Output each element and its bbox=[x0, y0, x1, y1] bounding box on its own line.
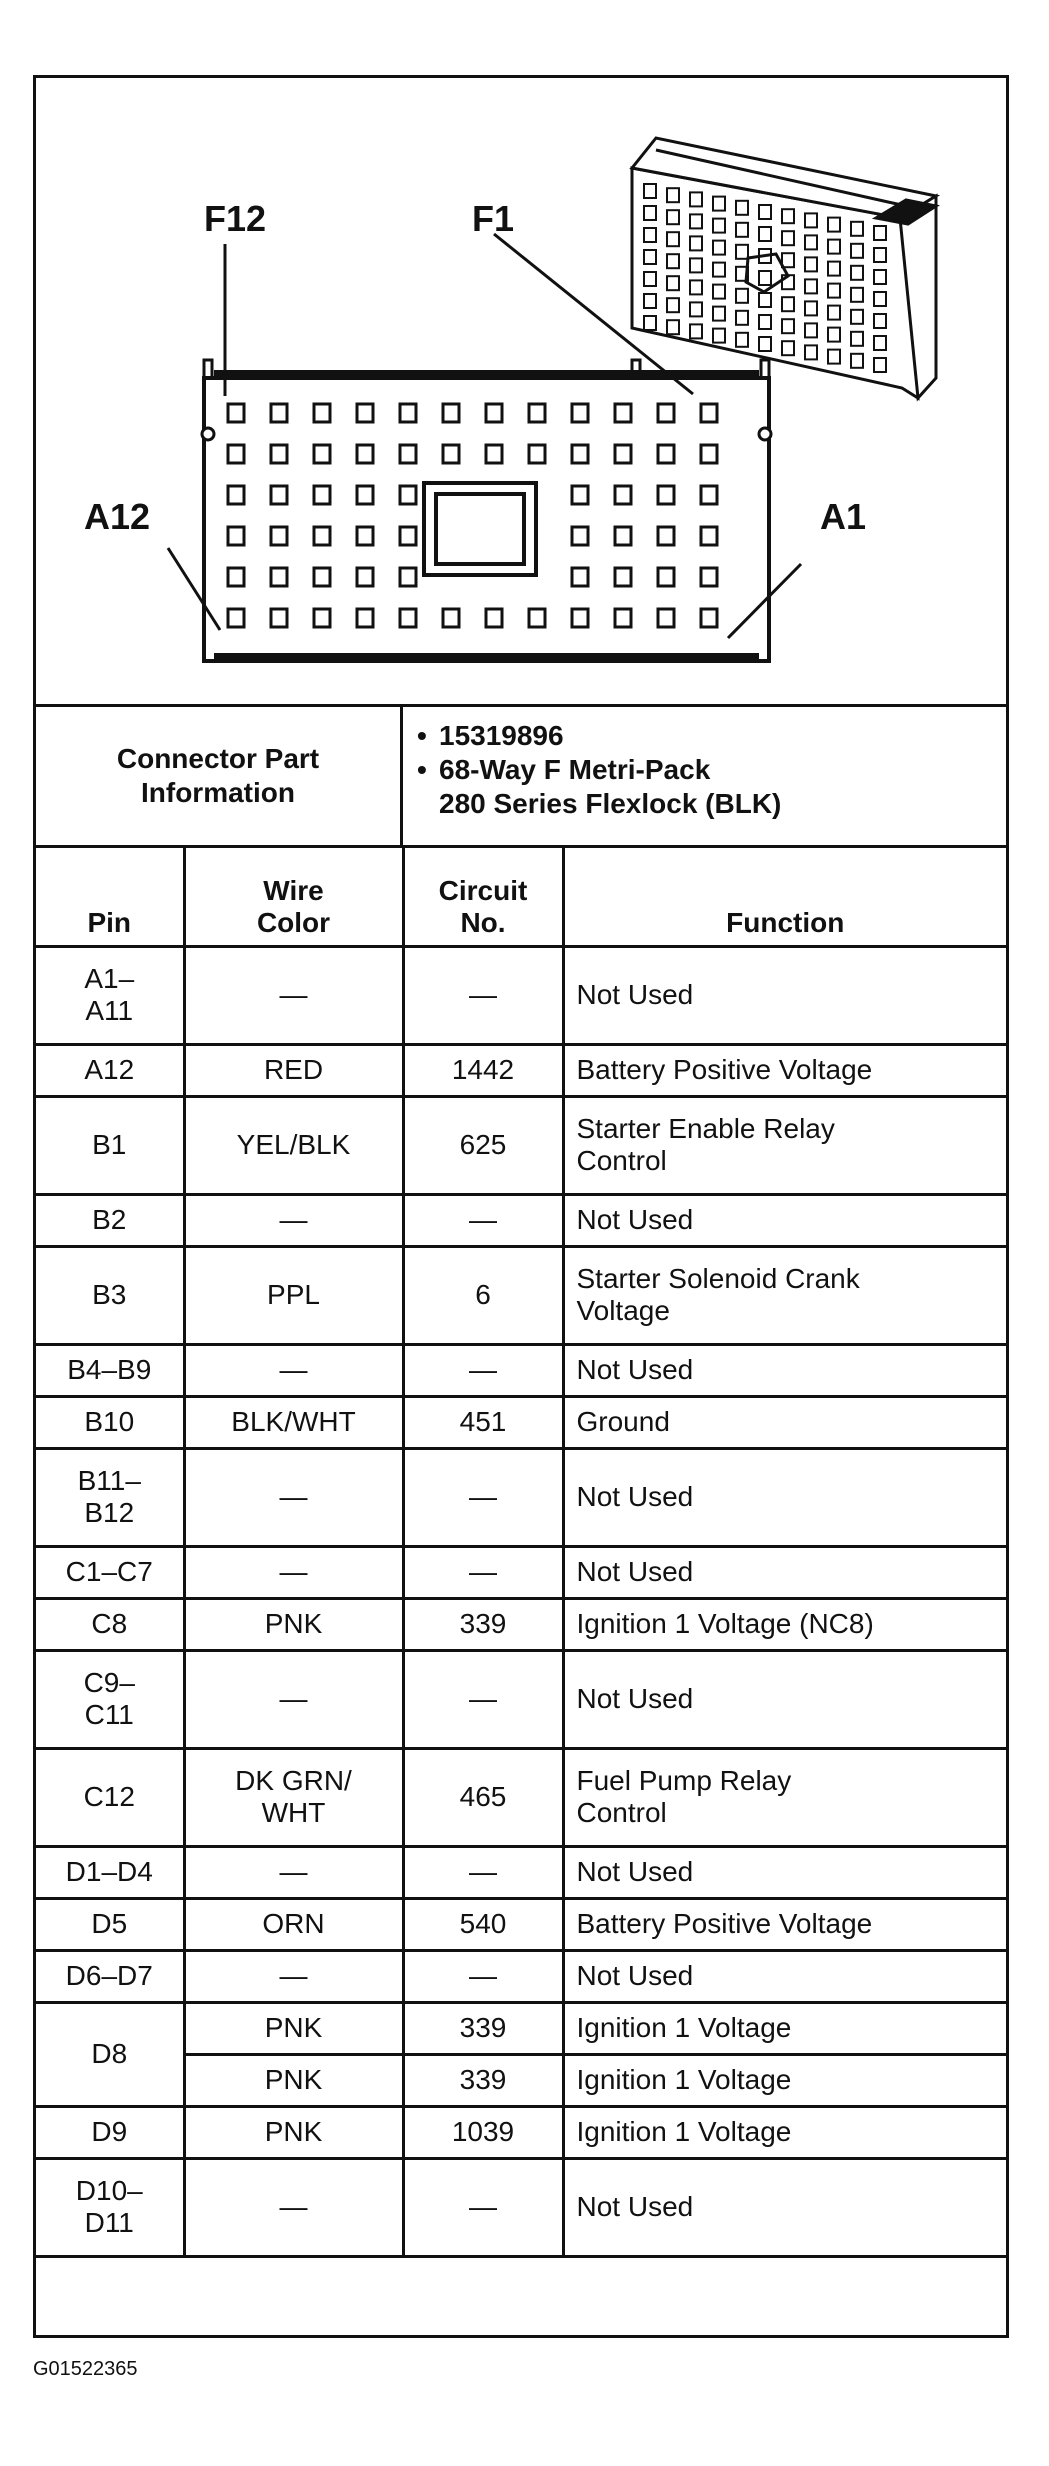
function-cell: Battery Positive Voltage bbox=[563, 1044, 1006, 1096]
circuit-cell: 625 bbox=[403, 1096, 563, 1194]
header-pin: Pin bbox=[36, 848, 184, 946]
function-cell: Ignition 1 Voltage bbox=[563, 2106, 1006, 2158]
function-cell: Not Used bbox=[563, 1846, 1006, 1898]
table-row bbox=[36, 1044, 1006, 1096]
table-row bbox=[36, 946, 1006, 1044]
wire-color-cell: DK GRN/ WHT bbox=[184, 1748, 403, 1846]
header-wire-color: Wire Color bbox=[184, 848, 403, 946]
circuit-cell: — bbox=[403, 1950, 563, 2002]
header-circuit-no: Circuit No. bbox=[403, 848, 563, 946]
table-row bbox=[36, 1246, 1006, 1344]
function-cell: Ignition 1 Voltage (NC8) bbox=[563, 1598, 1006, 1650]
pin-cell: B1 bbox=[36, 1096, 184, 1194]
circuit-cell: 339 bbox=[403, 1598, 563, 1650]
table-row bbox=[36, 2158, 1006, 2256]
circuit-cell: — bbox=[403, 2158, 563, 2256]
circuit-cell: — bbox=[403, 1650, 563, 1748]
function-cell: Not Used bbox=[563, 1448, 1006, 1546]
circuit-cell: 6 bbox=[403, 1246, 563, 1344]
pin-cell: B10 bbox=[36, 1396, 184, 1448]
circuit-cell: 465 bbox=[403, 1748, 563, 1846]
bullet-icon: • bbox=[417, 754, 427, 785]
part-number-item bbox=[417, 719, 1006, 753]
circuit-cell: — bbox=[403, 1448, 563, 1546]
function-cell: Not Used bbox=[563, 1950, 1006, 2002]
pin-cell: B3 bbox=[36, 1246, 184, 1344]
wire-color-cell: — bbox=[184, 1546, 403, 1598]
table-row bbox=[36, 1898, 1006, 1950]
circuit-cell: 339 bbox=[403, 2002, 563, 2054]
connector-document bbox=[33, 75, 1009, 2338]
circuit-cell: 339 bbox=[403, 2054, 563, 2106]
pin-cell: B2 bbox=[36, 1194, 184, 1246]
wire-color-cell: PNK bbox=[184, 2054, 403, 2106]
function-cell: Starter Solenoid Crank Voltage bbox=[563, 1246, 1006, 1344]
connector-part-details bbox=[403, 707, 1006, 845]
pin-cell: D9 bbox=[36, 2106, 184, 2158]
wire-color-cell: — bbox=[184, 1194, 403, 1246]
function-cell: Ignition 1 Voltage bbox=[563, 2054, 1006, 2106]
part-number: 15319896 bbox=[439, 720, 564, 751]
wire-color-cell: — bbox=[184, 1650, 403, 1748]
pin-cell: C8 bbox=[36, 1598, 184, 1650]
pin-cell: A12 bbox=[36, 1044, 184, 1096]
wire-color-cell: BLK/WHT bbox=[184, 1396, 403, 1448]
function-cell: Not Used bbox=[563, 1546, 1006, 1598]
pin-cell: A1– A11 bbox=[36, 946, 184, 1044]
function-cell: Not Used bbox=[563, 1344, 1006, 1396]
wire-color-cell: — bbox=[184, 946, 403, 1044]
function-cell: Fuel Pump Relay Control bbox=[563, 1748, 1006, 1846]
pin-cell: D8 bbox=[36, 2002, 184, 2106]
circuit-cell: — bbox=[403, 1344, 563, 1396]
connector-drawing bbox=[36, 78, 1006, 704]
function-cell: Ground bbox=[563, 1396, 1006, 1448]
wire-color-cell: RED bbox=[184, 1044, 403, 1096]
circuit-cell: 540 bbox=[403, 1898, 563, 1950]
function-cell: Battery Positive Voltage bbox=[563, 1898, 1006, 1950]
header-function: Function bbox=[563, 848, 1006, 946]
table-row bbox=[36, 1846, 1006, 1898]
wire-color-cell: ORN bbox=[184, 1898, 403, 1950]
wire-color-cell: — bbox=[184, 1448, 403, 1546]
pin-label-a12: A12 bbox=[84, 496, 151, 537]
pin-cell: D6–D7 bbox=[36, 1950, 184, 2002]
table-row bbox=[36, 1950, 1006, 2002]
wire-color-cell: — bbox=[184, 1344, 403, 1396]
function-cell: Starter Enable Relay Control bbox=[563, 1096, 1006, 1194]
wire-color-cell: PNK bbox=[184, 1598, 403, 1650]
pin-cell: C12 bbox=[36, 1748, 184, 1846]
circuit-cell: 1039 bbox=[403, 2106, 563, 2158]
table-row bbox=[36, 1096, 1006, 1194]
connector-part-information bbox=[36, 707, 1006, 848]
wire-color-cell: PNK bbox=[184, 2002, 403, 2054]
table-row bbox=[36, 1748, 1006, 1846]
table-row bbox=[36, 1396, 1006, 1448]
table-row bbox=[36, 1194, 1006, 1246]
pinout-table bbox=[36, 848, 1006, 2258]
circuit-cell: — bbox=[403, 1546, 563, 1598]
table-row bbox=[36, 2106, 1006, 2158]
table-row bbox=[36, 1448, 1006, 1546]
circuit-cell: — bbox=[403, 1846, 563, 1898]
table-row bbox=[36, 1546, 1006, 1598]
function-cell: Not Used bbox=[563, 946, 1006, 1044]
pin-cell: D1–D4 bbox=[36, 1846, 184, 1898]
connector-part-heading bbox=[36, 707, 403, 845]
pin-cell: C9– C11 bbox=[36, 1650, 184, 1748]
connector-diagram bbox=[36, 78, 1006, 707]
function-cell: Not Used bbox=[563, 1650, 1006, 1748]
wire-color-cell: YEL/BLK bbox=[184, 1096, 403, 1194]
connector-part-heading-text: Connector Part Information bbox=[116, 743, 320, 808]
wire-color-cell: PPL bbox=[184, 1246, 403, 1344]
bullet-icon: • bbox=[417, 720, 427, 751]
function-cell: Ignition 1 Voltage bbox=[563, 2002, 1006, 2054]
pin-label-a1: A1 bbox=[820, 496, 867, 537]
pin-cell: D10– D11 bbox=[36, 2158, 184, 2256]
table-row bbox=[36, 1344, 1006, 1396]
pin-cell: B4–B9 bbox=[36, 1344, 184, 1396]
figure-code: G01522365 bbox=[33, 2358, 138, 2380]
connector-type-item bbox=[417, 753, 1006, 821]
connector-type: 68-Way F Metri-Pack 280 Series Flexlock (BLK) bbox=[439, 754, 782, 819]
circuit-cell: 451 bbox=[403, 1396, 563, 1448]
pin-cell: B11– B12 bbox=[36, 1448, 184, 1546]
pin-label-f1: F1 bbox=[472, 198, 515, 239]
wire-color-cell: — bbox=[184, 1846, 403, 1898]
wire-color-cell: — bbox=[184, 1950, 403, 2002]
circuit-cell: 1442 bbox=[403, 1044, 563, 1096]
pin-label-f12: F12 bbox=[204, 198, 267, 239]
function-cell: Not Used bbox=[563, 1194, 1006, 1246]
function-cell: Not Used bbox=[563, 2158, 1006, 2256]
pin-cell: C1–C7 bbox=[36, 1546, 184, 1598]
table-row bbox=[36, 2002, 1006, 2054]
pin-cell: D5 bbox=[36, 1898, 184, 1950]
wire-color-cell: PNK bbox=[184, 2106, 403, 2158]
table-header-row bbox=[36, 848, 1006, 946]
wire-color-cell: — bbox=[184, 2158, 403, 2256]
circuit-cell: — bbox=[403, 1194, 563, 1246]
table-row bbox=[36, 1650, 1006, 1748]
table-row bbox=[36, 1598, 1006, 1650]
circuit-cell: — bbox=[403, 946, 563, 1044]
